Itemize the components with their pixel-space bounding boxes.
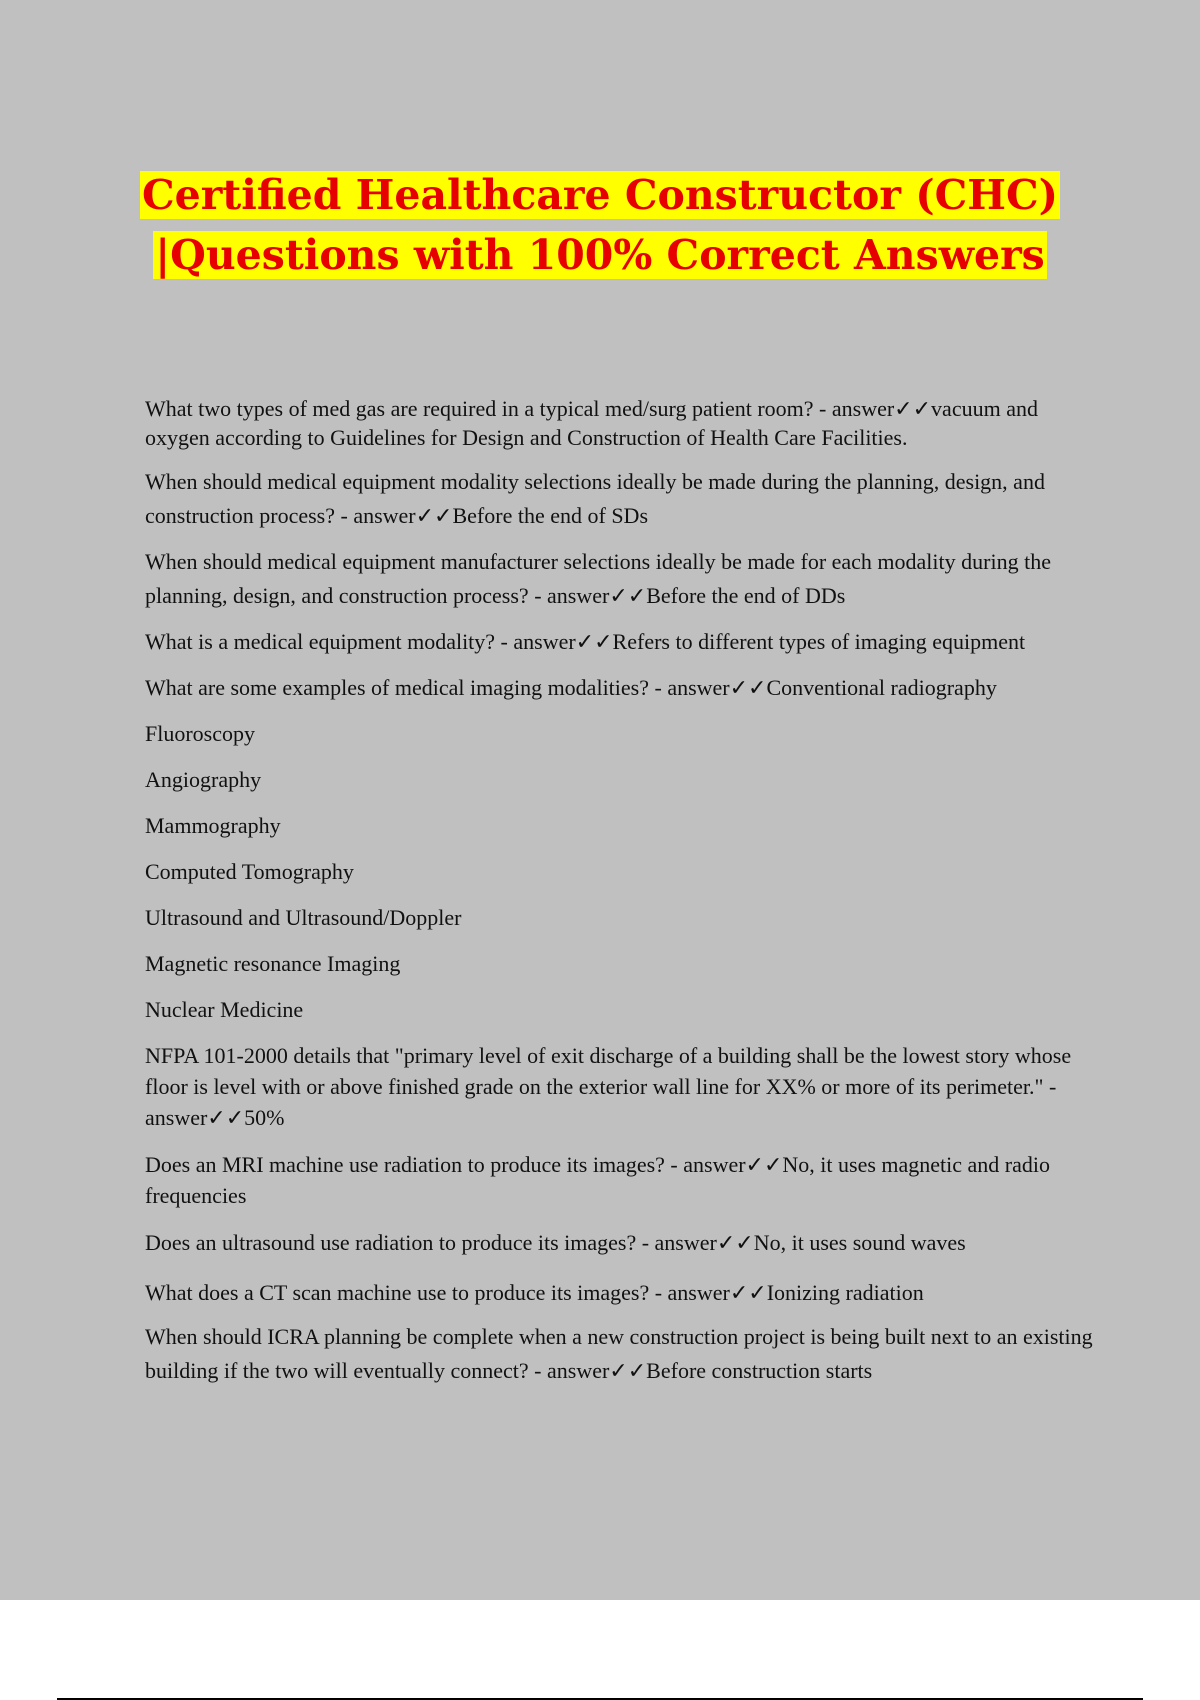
list-item: Fluoroscopy: [145, 721, 255, 746]
qa-entry: When should medical equipment modality selections ideally be made during the planning, design, and construction process? - answer✓✓Before the end of SDs: [145, 469, 1045, 528]
list-item: Mammography: [145, 813, 281, 838]
qa-entry: What are some examples of medical imaging modalities? - answer✓✓Conventional radiography: [145, 675, 997, 700]
list-item: Angiography: [145, 767, 262, 792]
qa-entry: When should medical equipment manufacturer selections ideally be made for each modality during the planning, design, and construction process? - answer✓✓Before the end of DDs: [145, 549, 1051, 608]
title-line-2: |Questions with 100% Correct Answers: [155, 231, 1045, 279]
list-item: Computed Tomography: [145, 859, 354, 884]
qa-entry: What is a medical equipment modality? - answer✓✓Refers to different types of imaging equipment: [145, 629, 1026, 654]
qa-entry: When should ICRA planning be complete when a new construction project is being built next to an existing building if the two will eventually connect? - answer✓✓Before construction starts: [145, 1324, 1093, 1383]
qa-list: [145, 394, 1095, 1400]
list-item: Ultrasound and Ultrasound/Doppler: [145, 905, 462, 930]
list-item: Magnetic resonance Imaging: [145, 951, 401, 976]
qa-entry: Does an ultrasound use radiation to produce its images? - answer✓✓No, it uses sound waves: [145, 1230, 966, 1255]
qa-entry: What does a CT scan machine use to produce its images? - answer✓✓Ionizing radiation: [145, 1280, 924, 1305]
title-line-1: Certified Healthcare Constructor (CHC): [141, 171, 1058, 219]
document-title: [0, 165, 1200, 285]
qa-entry: NFPA 101-2000 details that "primary level of exit discharge of a building shall be the lowest story whose floor is level with or above finished grade on the exterior wall line for XX% or more of its perimeter." - answer✓✓50%: [145, 1043, 1072, 1130]
qa-entry: Does an MRI machine use radiation to produce its images? - answer✓✓No, it uses magnetic and radio frequencies: [145, 1152, 1051, 1208]
qa-entry: What two types of med gas are required in a typical med/surg patient room? - answer✓✓vacuum and oxygen according to Guidelines for Design and Construction of Health Care Facilities.: [145, 396, 1038, 450]
list-item: Nuclear Medicine: [145, 997, 304, 1022]
